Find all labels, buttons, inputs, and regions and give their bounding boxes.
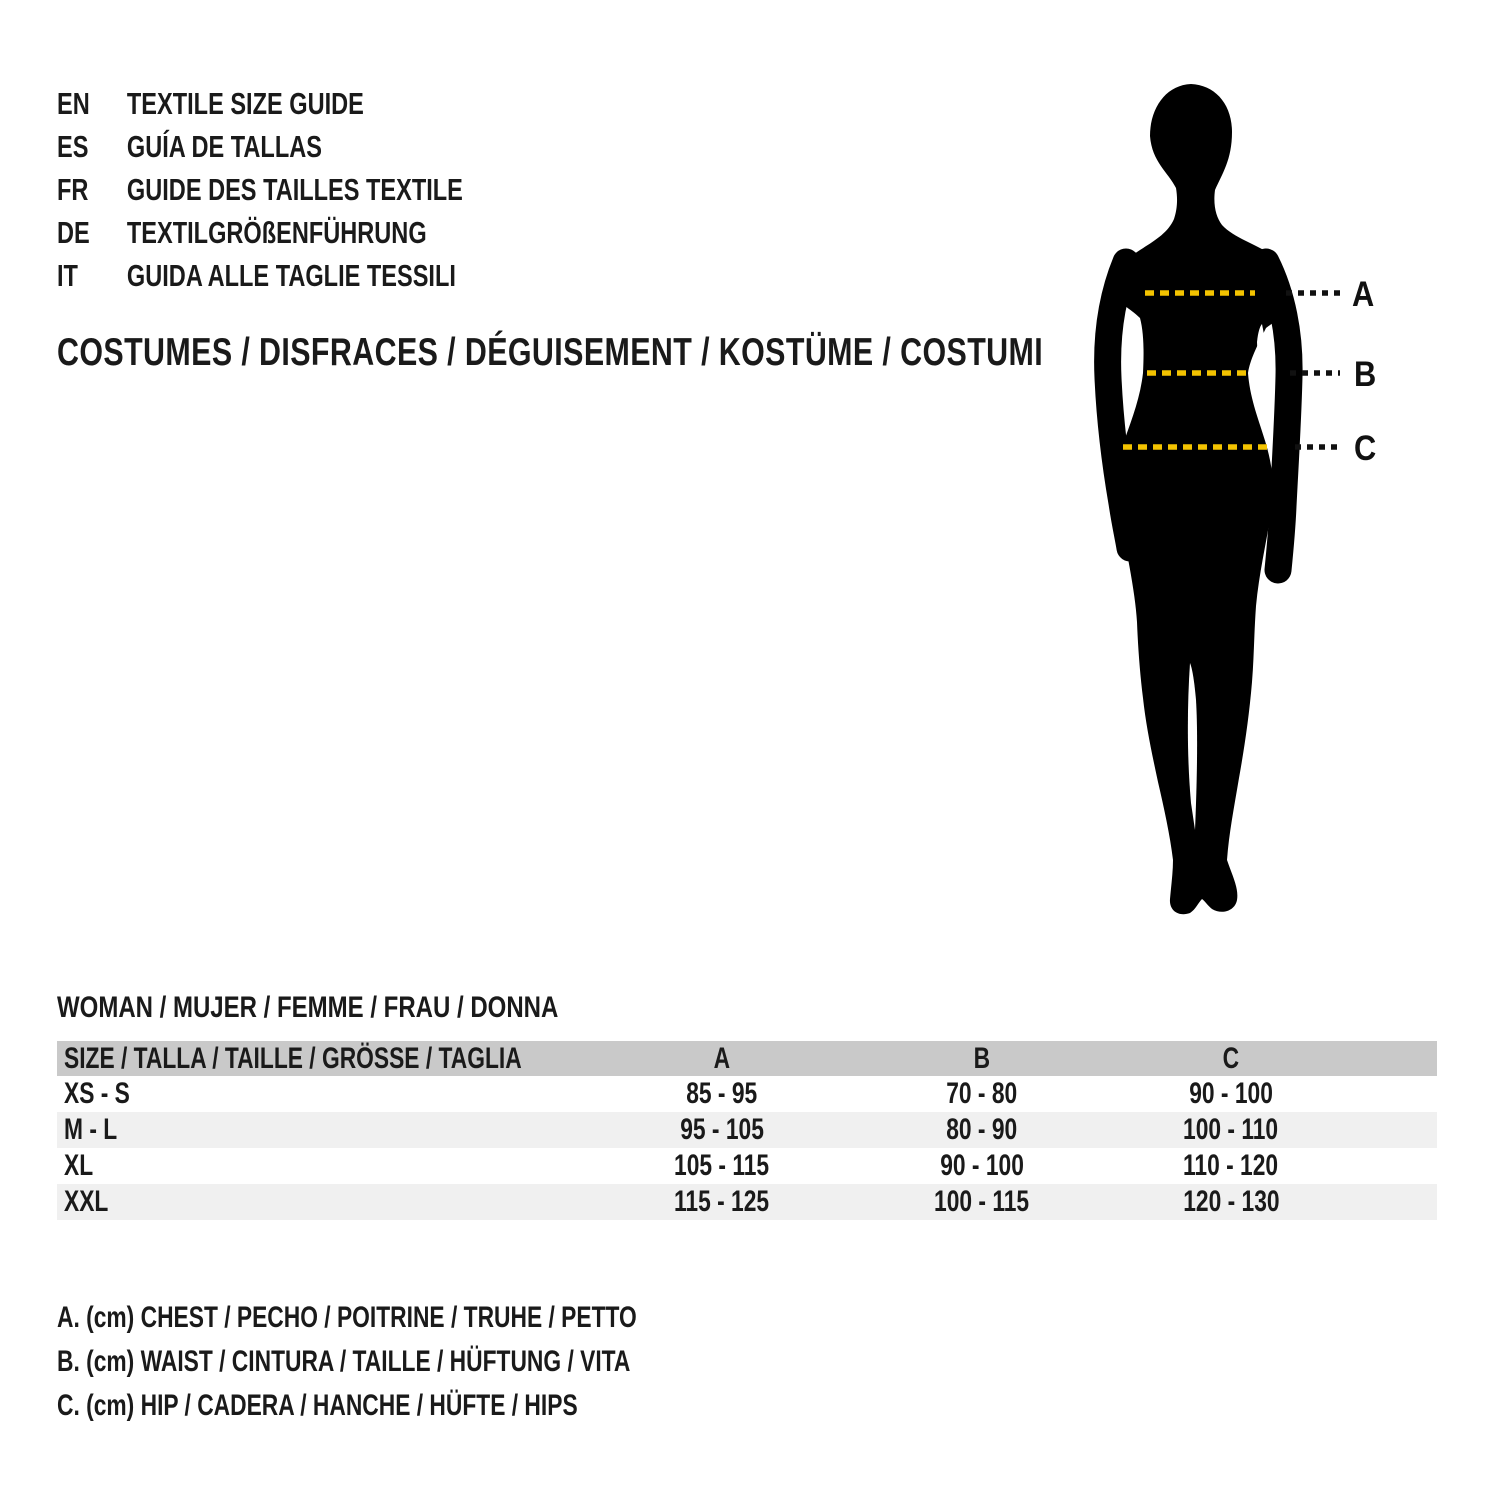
waist-range-cell: 80 - 90 — [946, 1113, 1018, 1146]
language-code: ES — [57, 128, 89, 164]
column-header-a: A — [713, 1041, 731, 1075]
size-table — [57, 1041, 1437, 1220]
marker-label-b: B — [1354, 355, 1377, 394]
language-row-en — [57, 82, 463, 125]
table-row-xl — [57, 1148, 1437, 1184]
right-armpit-gap — [1257, 324, 1269, 434]
language-row-de — [57, 211, 463, 254]
chest-range-cell: 95 - 105 — [680, 1113, 764, 1146]
silhouette-svg — [1060, 78, 1400, 923]
language-title: GUIDA ALLE TAGLIE TESSILI — [126, 257, 456, 293]
table-row-xxl — [57, 1184, 1437, 1220]
language-row-it — [57, 254, 463, 297]
section-title-text: WOMAN / MUJER / FEMME / FRAU / DONNA — [57, 991, 559, 1024]
marker-label-c: C — [1354, 429, 1377, 468]
section-title-woman — [57, 991, 684, 1025]
table-row-xs-s — [57, 1076, 1437, 1112]
woman-silhouette-figure — [1060, 78, 1405, 923]
right-arm — [1266, 262, 1289, 570]
category-line: COSTUMES / DISFRACES / DÉGUISEMENT / KOSTÜME / COSTUMI — [57, 331, 1044, 374]
size-table-header-row — [57, 1041, 1437, 1076]
size-cell: XS - S — [64, 1077, 130, 1110]
language-title: GUÍA DE TALLAS — [126, 128, 322, 164]
table-row-m-l — [57, 1112, 1437, 1148]
size-cell: XXL — [64, 1185, 109, 1218]
language-title: TEXTILE SIZE GUIDE — [126, 85, 364, 121]
woman-body-silhouette — [1113, 84, 1290, 914]
language-row-es — [57, 125, 463, 168]
waist-range-cell: 70 - 80 — [946, 1077, 1018, 1110]
size-cell: M - L — [64, 1113, 118, 1146]
language-code: IT — [57, 257, 78, 293]
legend-row-waist: B. (cm) WAIST / CINTURA / TAILLE / HÜFTUNG / VITA — [57, 1345, 631, 1378]
language-code: EN — [57, 85, 90, 121]
hip-range-cell: 100 - 110 — [1183, 1113, 1279, 1146]
hip-range-cell: 110 - 120 — [1183, 1149, 1279, 1182]
language-code: FR — [57, 171, 89, 207]
marker-label-a: A — [1352, 275, 1375, 314]
chest-range-cell: 85 - 95 — [686, 1077, 758, 1110]
language-title: TEXTILGRÖßENFÜHRUNG — [126, 214, 427, 250]
waist-range-cell: 100 - 115 — [934, 1185, 1030, 1218]
chest-range-cell: 105 - 115 — [674, 1149, 770, 1182]
column-header-b: B — [973, 1041, 991, 1075]
language-code: DE — [57, 214, 90, 250]
legend-row-chest: A. (cm) CHEST / PECHO / POITRINE / TRUHE / PETTO — [57, 1301, 637, 1334]
language-row-fr — [57, 168, 463, 211]
chest-range-cell: 115 - 125 — [674, 1185, 770, 1218]
hip-range-cell: 120 - 130 — [1182, 1185, 1280, 1218]
size-cell: XL — [64, 1149, 94, 1182]
language-title: GUIDE DES TAILLES TEXTILE — [126, 171, 463, 207]
legend-row-hip: C. (cm) HIP / CADERA / HANCHE / HÜFTE / HIPS — [57, 1389, 578, 1422]
waist-range-cell: 90 - 100 — [940, 1149, 1024, 1182]
left-armpit-gap — [1123, 318, 1137, 423]
measurement-legend — [57, 1296, 820, 1428]
language-title-list — [57, 82, 591, 297]
size-column-header: SIZE / TALLA / TAILLE / GRÖSSE / TAGLIA — [64, 1041, 522, 1075]
hip-range-cell: 90 - 100 — [1189, 1077, 1273, 1110]
column-header-c: C — [1222, 1041, 1240, 1075]
